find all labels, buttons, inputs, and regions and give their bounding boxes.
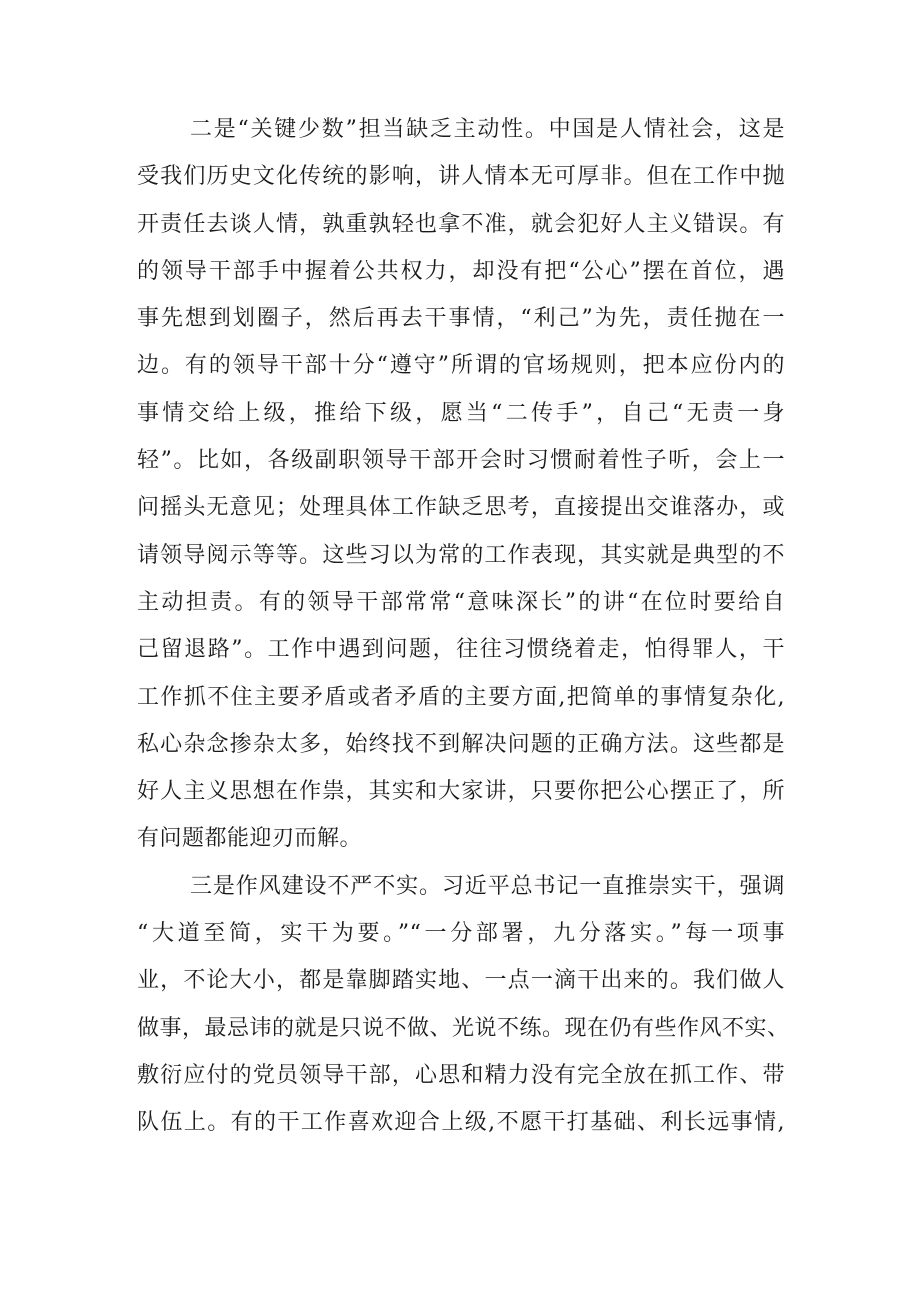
text-line: 敷衍应付的党员领导干部，心思和精力没有完全放在抓工作、带 [137, 1062, 785, 1088]
document-body [137, 106, 790, 1147]
text-line: 轻”。比如，各级副职领导干部开会时习惯耐着性子听，会上一 [137, 448, 785, 474]
text-line: 三是作风建设不严不实。习近平总书记一直推崇实干，强调 [190, 873, 785, 899]
text-line: 问摇头无意见；处理具体工作缺乏思考，直接提出交谁落办，或 [137, 495, 785, 521]
text-line: 有问题都能迎刃而解。 [137, 826, 363, 852]
text-line: 工作抓不住主要矛盾或者矛盾的主要方面,把简单的事情复杂化, [137, 684, 785, 710]
text-line: 好人主义思想在作祟，其实和大家讲，只要你把公心摆正了，所 [137, 779, 785, 805]
text-line: 队伍上。有的干工作喜欢迎合上级,不愿干打基础、利长远事情, [137, 1110, 785, 1136]
text-line: 受我们历史文化传统的影响，讲人情本无可厚非。但在工作中抛 [137, 164, 785, 190]
text-line: 事先想到划圈子，然后再去干事情，“利己”为先，责任抛在一 [137, 306, 785, 332]
text-line: 做事，最忌讳的就是只说不做、光说不练。现在仍有些作风不实、 [137, 1015, 790, 1041]
text-line: 二是“关键少数”担当缺乏主动性。中国是人情社会，这是 [190, 117, 785, 142]
text-line: “大道至简，实干为要。”“一分部署，九分落实。”每一项事 [137, 921, 785, 947]
text-line: 己留退路”。工作中遇到问题，往往习惯绕着走，怕得罪人，干 [137, 637, 785, 663]
text-line: 开责任去谈人情，孰重孰轻也拿不准，就会犯好人主义错误。有 [137, 211, 785, 237]
text-line: 请领导阅示等等。这些习以为常的工作表现，其实就是典型的不 [137, 542, 785, 568]
text-line: 边。有的领导干部十分“遵守”所谓的官场规则，把本应份内的 [137, 353, 785, 379]
text-line: 业，不论大小，都是靠脚踏实地、一点一滴干出来的。我们做人 [137, 968, 785, 994]
paragraph-2 [137, 106, 785, 863]
text-line: 事情交给上级，推给下级，愿当“二传手”，自己“无责一身 [137, 400, 785, 426]
paragraph-3 [137, 863, 790, 1147]
text-line: 的领导干部手中握着公共权力，却没有把“公心”摆在首位，遇 [137, 258, 785, 284]
text-line: 私心杂念掺杂太多，始终找不到解决问题的正确方法。这些都是 [137, 731, 785, 757]
text-line: 主动担责。有的领导干部常常“意味深长”的讲“在位时要给自 [137, 589, 785, 615]
